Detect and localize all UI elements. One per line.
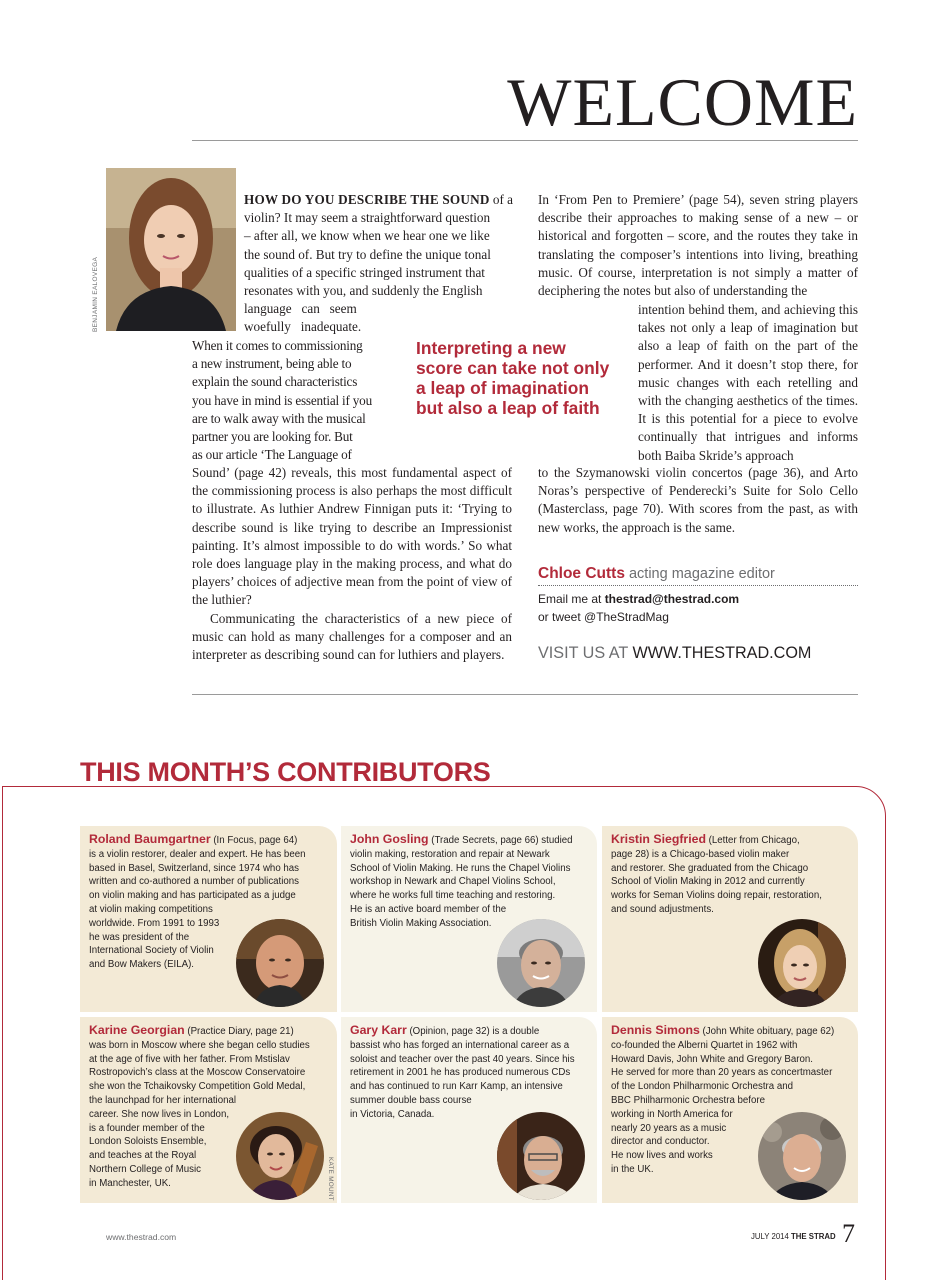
lead-in: HOW DO YOU DESCRIBE THE SOUND (244, 192, 490, 207)
website-link[interactable]: WWW.THESTRAD.COM (632, 644, 812, 662)
contributor-card: Roland Baumgartner (In Focus, page 64) is a violin restorer, dealer and expert. He has been based in Basel, Switzerland, since 1974 who has written and co-authored a number of publications on violin making and has participated as a judge at violin making competitions worldwide. From 1991 to 1993 he was president of the International Society of Violin and Bow Makers (EILA). (80, 826, 337, 1012)
contributor-card: Karine Georgian (Practice Diary, page 21) was born in Moscow where she began cello studies at the age of five with her father. From Mstislav Rostropovich’s class at the Moscow Conservatoire she won the Tchaikovsky Competition Gold Medal, the launchpad for her international career. She now lives in London, is a founder member of the London Soloists Ensemble, and teaches at the Royal Northern College of Music in Manchester, UK. KATE MOUNT (80, 1017, 337, 1203)
footer-issue: JULY 2014 THE STRAD (751, 1232, 836, 1241)
editorial-col2-bottom: to the Szymanowski violin concertos (page 36), and Arto Noras’s perspective of Penderecki’s Suite for Solo Cello (Masterclass, page 70). With scores from the past, as with new works, the approach is the same. (538, 465, 858, 535)
editor-portrait (106, 168, 236, 331)
contributor-photo (236, 1112, 324, 1200)
contributor-name: John Gosling (350, 832, 429, 846)
email-link[interactable]: thestrad@thestrad.com (604, 592, 740, 606)
photo-credit: KATE MOUNT (327, 1157, 334, 1201)
footer-brand: THE STRAD (791, 1232, 836, 1241)
visit-line: VISIT US AT WWW.THESTRAD.COM (538, 644, 812, 662)
editorial-col2-top: In ‘From Pen to Premiere’ (page 54), seven string players describe their approaches to making sense of a new – or historical and forgotten – score, and the routes they take in translating the composer’s intentions into living, breathing music. Of course, interpretation is not simply a matter of deciphering the notes but also of understanding the (538, 192, 858, 299)
contributor-card: Gary Karr (Opinion, page 32) is a double bassist who has forged an international career as a soloist and teacher over the past 40 years. Since his retirement in 2001 he has produced numerous CDs and has continued to run Karr Kamp, an intensive summer double bass course in Victoria, Canada. (341, 1017, 597, 1203)
page-number: 7 (842, 1219, 855, 1248)
editor-signoff (538, 565, 858, 624)
editor-name: Chloe Cutts (538, 565, 625, 582)
contributor-name: Karine Georgian (89, 1023, 185, 1037)
contributor-name: Gary Karr (350, 1023, 407, 1037)
contributor-name: Kristin Siegfried (611, 832, 706, 846)
contributor-photo (497, 1112, 585, 1200)
header-divider (192, 140, 858, 141)
section-divider (192, 694, 858, 695)
editorial-col2-wrap: intention behind them, and achieving this takes not only a leap of imagination but also a leap of faith on the part of the performer. And it doesn’t stop there, for music changes with each retelling and with the changing aesthetics of the times. It is this potential for a piece to evolve continually that intrigues and informs both Baiba Skride’s approach (638, 302, 858, 463)
contributor-name: Dennis Simons (611, 1023, 700, 1037)
editorial-col1-wrap: When it comes to commissioning a new instrument, being able to explain the sound characteristics you have in mind is essential if you are to walk away with the musical partner you are looking for. But as our article ‘The Language of (192, 338, 372, 463)
twitter-line[interactable]: or tweet @TheStradMag (538, 610, 669, 624)
pull-quote: Interpreting a new score can take not only a leap of imagination but also a leap of faith (416, 338, 610, 418)
contributor-photo (758, 919, 846, 1007)
page-title: WELCOME (507, 64, 858, 140)
contributor-photo (497, 919, 585, 1007)
contributor-card: John Gosling (Trade Secrets, page 66) studied violin making, restoration and repair at Newark School of Violin Making. He runs the Chapel Violins workshop in Newark and Chapel Violins School, where he works full time teaching and restoring. He is an active board member of the British Violin Making Association. (341, 826, 597, 1012)
editorial-col1-top: HOW DO YOU DESCRIBE THE SOUND of a violin? It may seem a straightforward question – after all, we know when we hear one we like the sound of. But try to define the unique tonal qualities of a specific stringed instrument that resonates with you, and suddenly the English language can seem woefully inadequate. (244, 192, 513, 335)
email-line: Email me at thestrad@thestrad.com (538, 592, 740, 606)
contributor-name: Roland Baumgartner (89, 832, 211, 846)
signature: Chloe Cutts acting magazine editor (538, 565, 858, 586)
footer-url[interactable]: www.thestrad.com (106, 1232, 177, 1242)
contributor-photo (758, 1112, 846, 1200)
editorial-col1-bottom: Sound’ (page 42) reveals, this most fundamental aspect of the commissioning process is also perhaps the most difficult to illustrate. As luthier Andrew Finnigan puts it: ‘Trying to describe sound is like trying to describe an Impressionist painting. It’s almost impossible to do with words.’ So what role does language play in the making process, and what do players’ choices of adjective mean from the point of view of the luthier? Communicating the characteristics of a new piece of music can hold as many challenges for a composer and an interpreter as describing sound can for luthiers and players. (192, 465, 512, 663)
contributor-card: Dennis Simons (John White obituary, page 62) co-founded the Alberni Quartet in 1962 with Howard Davis, John White and Gregory Baron. He served for more than 20 years as concertmaster of the London Philharmonic Orchestra and BBC Philharmonic Orchestra before working in North America for nearly 20 years as a music director and conductor. He now lives and works in the UK. (602, 1017, 858, 1203)
contributors-title: THIS MONTH’S CONTRIBUTORS (80, 757, 491, 787)
contributor-card: Kristin Siegfried (Letter from Chicago, page 28) is a Chicago-based violin maker and restorer. She graduated from the Chicago School of Violin Making in 2012 and currently works for Seman Violins doing repair, restoration, and sound adjustments. (602, 826, 858, 1012)
contributor-photo (236, 919, 324, 1007)
photo-credit: BENJAMIN EALOVEGA (92, 256, 99, 332)
